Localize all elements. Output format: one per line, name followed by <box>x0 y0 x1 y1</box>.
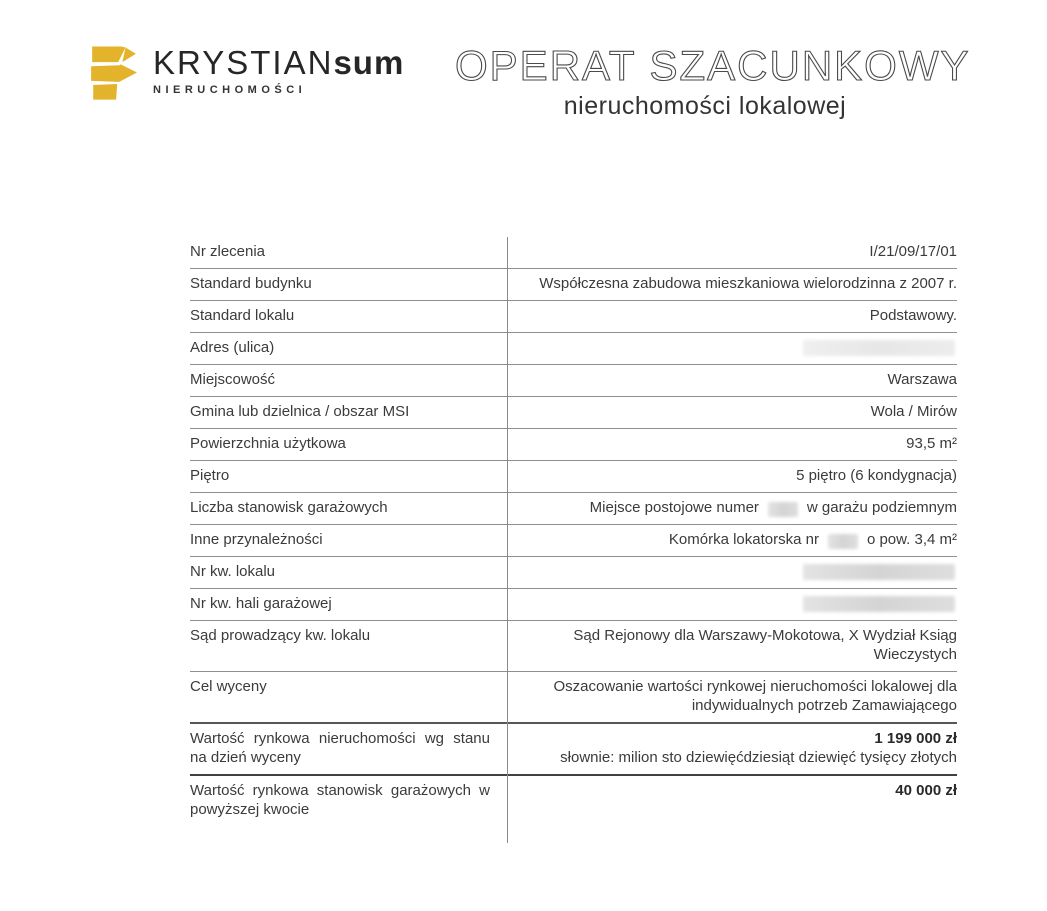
details-table <box>190 237 957 826</box>
brand-logo <box>88 44 404 101</box>
logo-mark-icon <box>88 44 138 101</box>
table-row-standard-lokalu <box>190 301 957 333</box>
table-row-pietro <box>190 461 957 493</box>
table-row-sad <box>190 621 957 672</box>
row-value <box>508 776 957 826</box>
table-row-wartosc-rynkowa <box>190 724 957 776</box>
row-value <box>508 589 957 620</box>
redacted-value <box>803 596 955 612</box>
row-value-prefix: Miejsce postojowe numer <box>589 499 759 516</box>
row-value <box>508 724 957 774</box>
row-label: Nr zlecenia <box>190 243 266 260</box>
row-label: Standard budynku <box>190 275 312 292</box>
row-value: Sąd Rejonowy dla Warszawy-Mokotowa, X Wydział Ksiąg Wieczystych <box>573 627 957 663</box>
row-label: Wartość rynkowa stanowisk garażowych w powyższej kwocie <box>190 782 490 818</box>
row-value-suffix: w garażu podziemnym <box>806 499 957 516</box>
document-subtitle: nieruchomości lokalowej <box>563 92 847 120</box>
row-value: 93,5 m² <box>906 435 957 452</box>
row-value: Podstawowy. <box>869 307 957 324</box>
row-label: Sąd prowadzący kw. lokalu <box>190 627 371 644</box>
amount-value: 1 199 000 zł <box>874 730 957 747</box>
row-label: Liczba stanowisk garażowych <box>190 499 388 516</box>
row-value: Warszawa <box>887 371 957 388</box>
document-title: OPERAT SZACUNKOWY <box>455 42 971 89</box>
brand-text <box>153 44 404 96</box>
row-label: Miejscowość <box>190 371 276 388</box>
row-value <box>508 493 957 524</box>
table-row-inne-przynaleznosci <box>190 525 957 557</box>
row-value-prefix: Komórka lokatorska nr <box>668 531 819 548</box>
brand-name <box>153 46 404 80</box>
table-row-miejscowosc <box>190 365 957 397</box>
row-value: Wola / Mirów <box>870 403 957 420</box>
table-row-powierzchnia <box>190 429 957 461</box>
row-value <box>508 557 957 588</box>
row-value-suffix: o pow. 3,4 m² <box>866 531 957 548</box>
table-row-nr-kw-hali <box>190 589 957 621</box>
row-label: Nr kw. hali garażowej <box>190 595 332 612</box>
table-row-cel-wyceny <box>190 672 957 724</box>
redacted-value <box>828 534 858 549</box>
row-label: Piętro <box>190 467 230 484</box>
column-divider <box>507 237 508 843</box>
redacted-value <box>768 502 798 517</box>
row-value: Współczesna zabudowa mieszkaniowa wielorodzinna z 2007 r. <box>539 275 957 292</box>
table-row-nr-kw-lokalu <box>190 557 957 589</box>
row-label: Wartość rynkowa nieruchomości wg stanu na dzień wyceny <box>190 730 490 766</box>
row-label: Cel wyceny <box>190 678 267 695</box>
table-row-nr-zlecenia <box>190 237 957 269</box>
brand-tagline: NIERUCHOMOŚCI <box>153 84 307 96</box>
table-row-gmina <box>190 397 957 429</box>
table-row-standard-budynku <box>190 269 957 301</box>
amount-in-words: słownie: milion sto dziewięćdziesiąt dziewięć tysięcy złotych <box>560 749 957 766</box>
redacted-value <box>803 340 955 356</box>
brand-name-regular: KRYSTIAN <box>153 44 334 81</box>
redacted-value <box>803 564 955 580</box>
row-label: Gmina lub dzielnica / obszar MSI <box>190 403 410 420</box>
row-label: Adres (ulica) <box>190 339 275 356</box>
row-value: I/21/09/17/01 <box>869 243 957 260</box>
row-label: Nr kw. lokalu <box>190 563 276 580</box>
row-label: Inne przynależności <box>190 531 323 548</box>
row-value: 5 piętro (6 kondygnacja) <box>796 467 957 484</box>
table-row-adres <box>190 333 957 365</box>
brand-name-bold: sum <box>333 44 405 81</box>
row-value <box>508 333 957 364</box>
table-row-wartosc-stanowisk <box>190 776 957 826</box>
row-value <box>508 525 957 556</box>
table-row-stanowiska-garazowe <box>190 493 957 525</box>
row-label: Powierzchnia użytkowa <box>190 435 346 452</box>
document-header <box>455 42 971 120</box>
amount-value: 40 000 zł <box>895 782 957 799</box>
row-label: Standard lokalu <box>190 307 295 324</box>
row-value: Oszacowanie wartości rynkowej nieruchomości lokalowej dla indywidualnych potrzeb Zamawiającego <box>553 678 957 714</box>
